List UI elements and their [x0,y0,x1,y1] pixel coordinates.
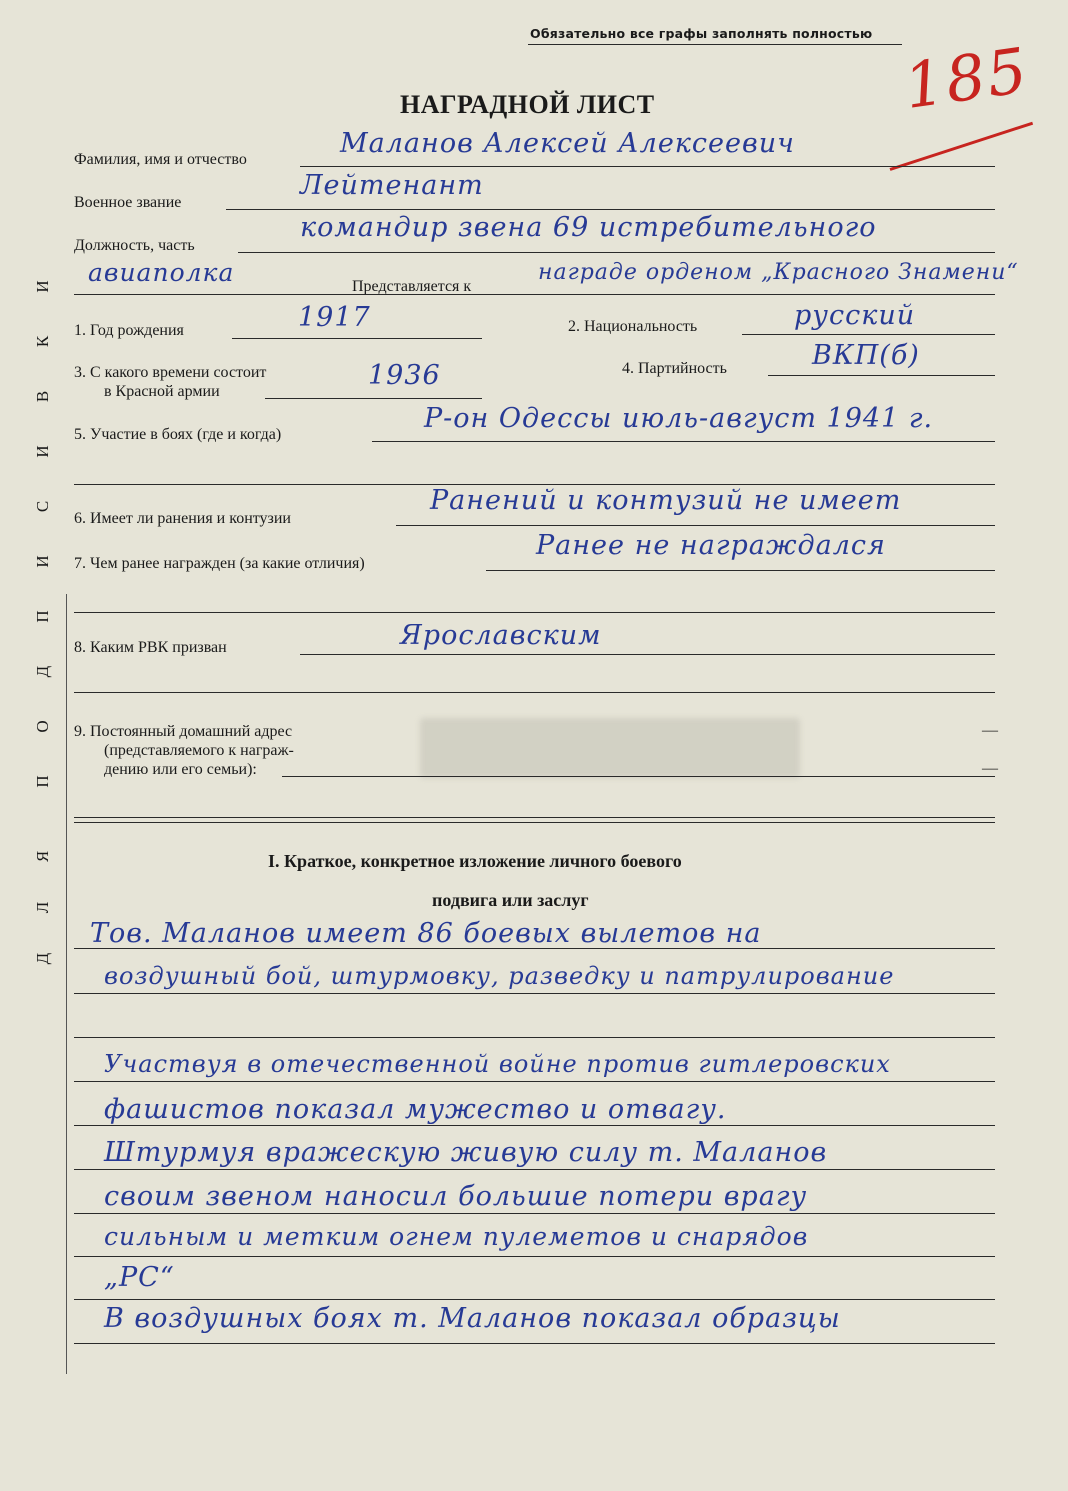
side-letter: В [33,389,52,403]
rvk-value: Ярославским [400,620,602,651]
nominated-line [74,294,995,295]
address-dash-1: — [982,722,998,739]
wounds-line [396,525,995,526]
narrative-line: своим звеном наносил большие потери врагу [104,1181,808,1212]
side-letter: И [33,444,52,458]
address-label-1: 9. Постоянный домашний адрес [74,723,293,740]
awards-line [486,570,995,571]
rank-value: Лейтенант [300,170,484,201]
since-label-2: в Красной армии [104,383,220,400]
side-letter: К [33,334,52,348]
birth-year-line [232,338,482,339]
section-separator-top [74,817,995,818]
faded-stamp [420,718,800,778]
party-label: 4. Партийность [622,360,727,377]
section-heading-2: подвига или заслуг [432,890,589,910]
narrative-rule [74,1256,995,1257]
nominated-value: награде орденом „Красного Знамени“ [538,260,1019,285]
margin-line [66,594,67,1374]
narrative-line: Штурмуя вражескую живую силу т. Маланов [104,1137,828,1168]
side-letter: И [33,279,52,293]
narrative-line: Тов. Маланов имеет 86 боевых вылетов на [90,918,762,949]
wounds-label: 6. Имеет ли ранения и контузии [74,510,291,527]
position-value-2: авиаполка [88,258,235,287]
position-value: командир звена 69 истребительного [300,212,877,243]
page-title: НАГРАДНОЙ ЛИСТ [400,90,655,119]
narrative-line: воздушный бой, штурмовку, разведку и патрулирование [104,962,895,990]
side-letter: Л [33,900,52,914]
narrative-rule [74,1037,995,1038]
fill-all-fields-notice: Обязательно все графы заполнять полностью [530,26,873,41]
birth-year-label: 1. Год рождения [74,322,184,339]
rvk-line [300,654,995,655]
party-value: ВКП(б) [812,340,920,371]
narrative-rule [74,1299,995,1300]
section-heading-1: I. Краткое, конкретное изложение личного боевого [268,851,682,871]
rank-label: Военное звание [74,194,182,211]
awards-line-2 [74,612,995,613]
side-letter: Д [33,951,52,965]
nationality-value: русский [794,300,916,331]
narrative-line: „РС“ [104,1262,175,1293]
narrative-line: сильным и метким огнем пулеметов и снарядов [104,1222,809,1251]
awards-value: Ранее не награждался [536,530,886,561]
side-letter: Я [33,849,52,863]
red-record-number: 185 [899,33,1034,124]
narrative-line: фашистов показал мужество и отвагу. [104,1094,727,1125]
awards-label: 7. Чем ранее награжден (за какие отличия) [74,555,365,572]
since-value: 1936 [368,360,441,391]
name-label: Фамилия, имя и отчество [74,151,247,168]
narrative-rule [74,1343,995,1344]
battles-value: Р-он Одессы июль-август 1941 г. [424,403,934,434]
side-letter: П [33,774,52,788]
address-label-3: дению или его семьи): [104,761,257,778]
section-separator-bottom [74,822,995,823]
wounds-value: Ранений и контузий не имеет [430,485,902,516]
name-value: Маланов Алексей Алексеевич [340,128,795,159]
address-label-2: (представляемого к награж- [104,742,294,759]
narrative-rule [74,993,995,994]
position-line [238,252,995,253]
address-line [282,776,995,777]
notice-underline [528,44,902,45]
rvk-line-2 [74,692,995,693]
nationality-line [742,334,995,335]
side-letter: И [33,554,52,568]
rvk-label: 8. Каким РВК призван [74,639,227,656]
side-letter: С [33,499,52,513]
nationality-label: 2. Национальность [568,318,698,335]
narrative-rule [74,1081,995,1082]
narrative-rule [74,1169,995,1170]
narrative-line: В воздушных боях т. Маланов показал образцы [104,1303,841,1334]
position-label: Должность, часть [74,237,195,254]
side-letter: О [33,719,52,733]
battles-label: 5. Участие в боях (где и когда) [74,426,282,443]
narrative-rule [74,1125,995,1126]
since-line [265,398,482,399]
party-line [768,375,995,376]
narrative-rule [74,1213,995,1214]
red-strike-line [890,122,1034,171]
side-letter: Д [33,664,52,678]
battles-line [372,441,995,442]
nominated-label: Представляется к [352,278,472,295]
rank-line [226,209,995,210]
name-line [300,166,995,167]
birth-year-value: 1917 [298,302,371,333]
narrative-line: Участвуя в отечественной войне против гитлеровских [104,1050,891,1078]
since-label-1: 3. С какого времени состоит [74,364,267,381]
side-letter: П [33,609,52,623]
address-dash-2: — [982,760,998,777]
narrative-rule [74,948,995,949]
